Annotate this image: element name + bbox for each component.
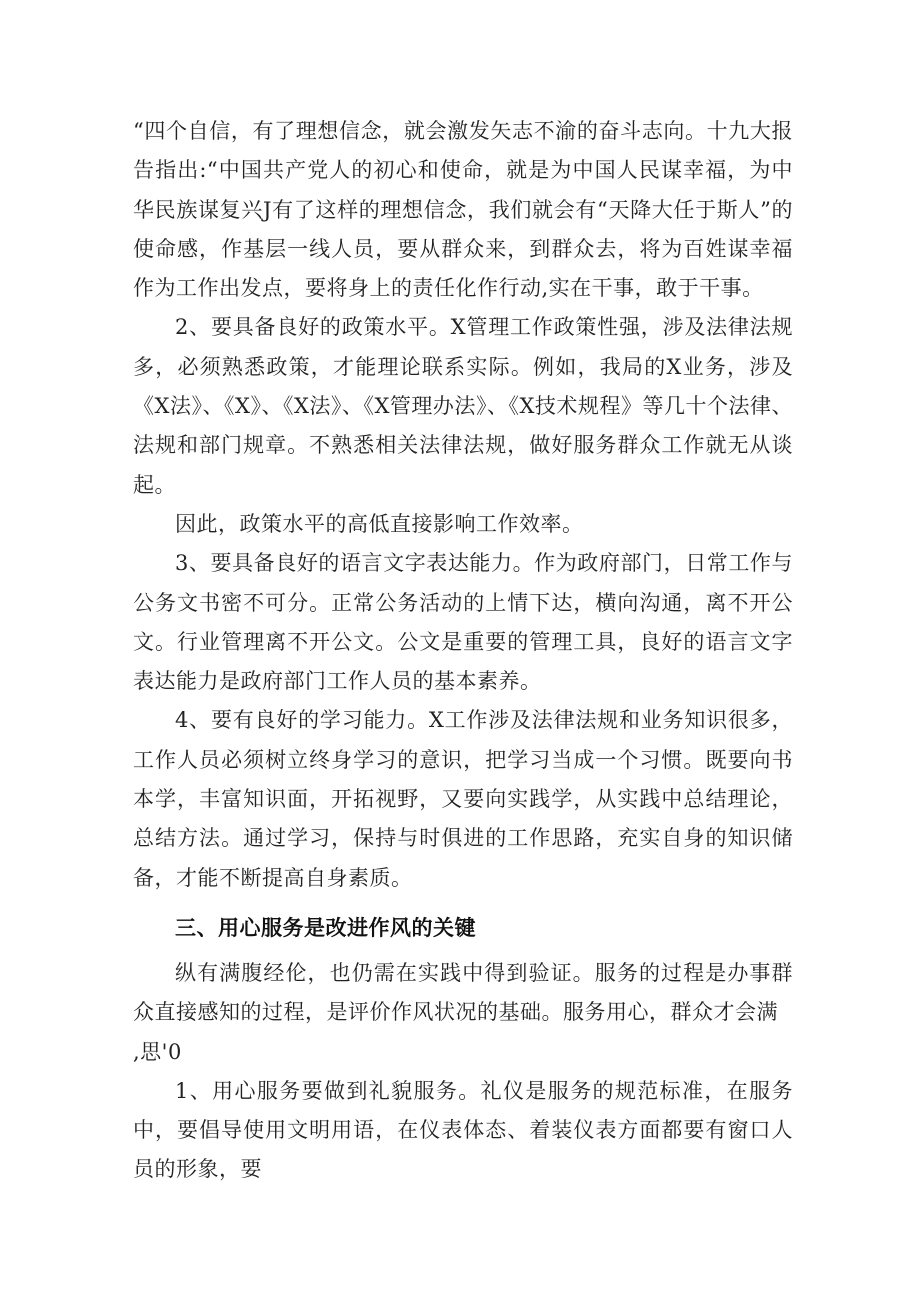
paragraph-4: 3、要具备良好的语言文字表达能力。作为政府部门，日常工作与公务文书密不可分。正常公务活动的上情下达，横向沟通，离不开公文。行业管理离不开公文。公文是重要的管理工具，良好的语言文字表达能力是政府部门工作人员的基本素养。 <box>133 551 793 694</box>
paragraph-5: 4、要有良好的学习能力。X工作涉及法律法规和业务知识很多，工作人员必须树立终身学习的意识，把学习当成一个习惯。既要向书本学，丰富知识面，开拓视野，又要向实践学，从实践中总结理论，总结方法。通过学习，保持与时俱进的工作思路，充实自身的知识储备，才能不断提高自身素质。 <box>133 708 793 890</box>
paragraph-2: 2、要具备良好的政策水平。X管理工作政策性强，涉及法律法规多，必须熟悉政策，才能理论联系实际。例如，我局的X业务，涉及《X法》、《X》、《X法》、《X管理办法》、《X技术规程》等几十个法律、法规和部门规章。不熟悉相关法律法规，做好服务群众工作就无从谈起。 <box>133 315 793 497</box>
document-body <box>133 112 793 1190</box>
paragraph-7: ,思'0 <box>133 1039 182 1064</box>
paragraph-8: 1、用心服务要做到礼貌服务。礼仪是服务的规范标准，在服务中，要倡导使用文明用语，在仪表体态、着装仪表方面都要有窗口人员的形象，要 <box>133 1078 793 1182</box>
paragraph-3: 因此，政策水平的高低直接影响工作效率。 <box>175 511 584 536</box>
section-heading: 三、用心服务是改进作风的关键 <box>175 915 476 940</box>
paragraph-1: “四个自信，有了理想信念，就会激发矢志不渝的奋斗志向。十九大报告指出:“中国共产党人的初心和使命，就是为中国人民谋幸福，为中华民族谋复兴J有了这样的理想信念，我们就会有“天降大任于斯人”的使命感，作基层一线人员，要从群众来，到群众去，将为百姓谋幸福作为工作出发点，要将身上的责任化作行动,实在干事，敢于干事。 <box>133 119 793 301</box>
paragraph-6: 纵有满腹经伦，也仍需在实践中得到验证。服务的过程是办事群众直接感知的过程，是评价作风状况的基础。服务用心，群众才会满 <box>133 960 793 1025</box>
